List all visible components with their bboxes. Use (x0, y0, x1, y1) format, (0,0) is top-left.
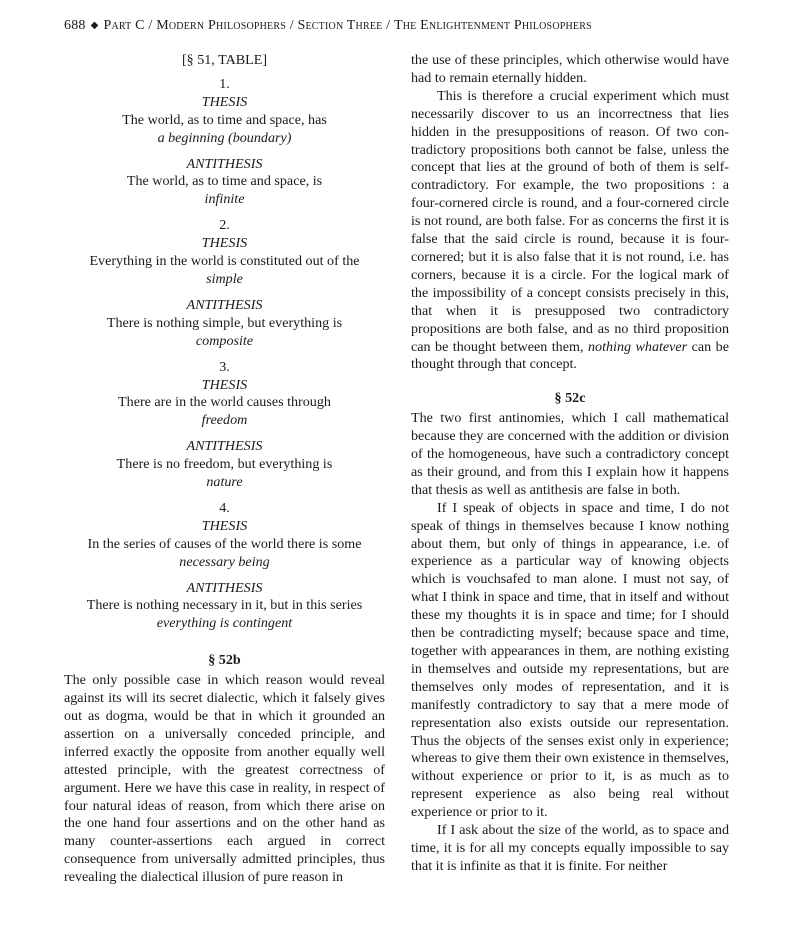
paragraph: the use of these principles, which otherwise would have had to remain eternally hidden. (411, 52, 729, 86)
antithesis-term: nature (206, 474, 243, 491)
thesis-term: necessary being (179, 553, 270, 570)
header-part: Part C (103, 18, 145, 33)
antithesis-text: There is no freedom, but everything is (116, 456, 333, 473)
thesis-label: THESIS (201, 235, 248, 252)
header-title-3: The Enlightenment Philosophers (393, 18, 592, 33)
thesis-term: freedom (201, 412, 248, 429)
paragraph-text: can be thought through that concept. (411, 338, 729, 373)
antithesis-term: composite (195, 332, 254, 349)
thesis-term: simple (206, 270, 243, 287)
section-heading-52b: § 52b (208, 652, 241, 669)
right-column (411, 52, 729, 876)
paragraph (411, 88, 729, 375)
antithesis-label: ANTITHESIS (186, 438, 263, 455)
left-column (64, 52, 385, 887)
antinomy-4 (64, 500, 385, 633)
antinomy-number: 1. (219, 75, 230, 92)
running-header: 688 ◆ Part C / Modern Philosophers / Section Three / The Enlightenment Philosophers (64, 18, 592, 33)
thesis-label: THESIS (201, 517, 248, 534)
paragraph: If I speak of objects in space and time, I do not speak of things in themselves because I know nothing about them, but only of things in appearance, i.e. of experience as a particular way of knowing objects which is vouchsafed to man alone. I must not say, of what I think in space and time, that in itself and without these my thoughts it is in space and time; for I should then be contradicting myself; because space and time, together with appearances in them, are nothing existing in themselves and outside my representations, but are themselves only modes of representation, and it is manifestly contradictory to say that a mere mode of representation also exists outside our representation. Thus the objects of the senses exist only in experience; whereas to give them their own existence in themselves, without experience or prior to it, is as much as to represent experience as also being real without experience or prior to it. (411, 499, 729, 821)
page-number: 688 (64, 18, 86, 33)
antithesis-term: everything is contingent (156, 615, 293, 632)
antinomy-3 (64, 359, 385, 500)
antinomy-number: 2. (219, 217, 230, 234)
paragraph: The two first antinomies, which I call mathematical because they are concerned with the addition or division of the homogeneous, have such a contradictory concept as their ground, and from this I explain how it happens that thesis as well as antithesis are false in both. (411, 410, 729, 498)
antithesis-label: ANTITHESIS (186, 296, 263, 313)
section-heading-52c: § 52c (554, 390, 586, 407)
antithesis-text: There is nothing necessary in it, but in this series (86, 597, 363, 614)
antithesis-label: ANTITHESIS (186, 155, 263, 172)
antinomy-1 (64, 76, 385, 217)
table-heading: [§ 51, TABLE] (181, 52, 268, 68)
antithesis-term: infinite (204, 191, 245, 208)
paragraph-text: This is therefore a crucial experiment which must necessarily discover to us an incorrectness that lies hidden in the presuppositions of reason. Of two contradictory propositions both cannot be false, unless the concept that lies at the ground of both of them is self-contradictory. For example, the two propositions : a four-cornered circle is round, and a four-cornered circle is not round, are both false. For as concerns the first it is false that the said circle is round, because it is four-cornered; but it is also false that it is not round, i.e. has corners, because it is a circle. For the logical mark of the impossibility of a concept consists precisely in this, that when it is presupposed two contradictory propositions are both false, and as no third proposition can be thought between them, (411, 87, 729, 355)
thesis-label: THESIS (201, 376, 248, 393)
thesis-text: There are in the world causes through (118, 394, 331, 411)
antinomy-number: 3. (219, 358, 230, 375)
antithesis-text: The world, as to time and space, is (126, 173, 323, 190)
paragraph: If I ask about the size of the world, as to space and time, it is for all my concepts equally impossible to say that it is infinite as that it is finite. For neither (411, 822, 729, 874)
emphasis-text: nothing whatever (587, 338, 688, 355)
thesis-text: Everything in the world is constituted out of the (89, 253, 360, 270)
antithesis-text: There is nothing simple, but everything is (106, 314, 343, 331)
header-title-1: Modern Philosophers (156, 18, 287, 33)
antinomy-number: 4. (219, 499, 230, 516)
thesis-text: The world, as to time and space, has (122, 111, 327, 128)
antinomy-2 (64, 217, 385, 358)
header-title-2: Section Three (297, 18, 383, 33)
thesis-term: a beginning (boundary) (157, 129, 292, 146)
diamond-icon: ◆ (90, 20, 99, 31)
thesis-label: THESIS (201, 93, 248, 110)
thesis-text: In the series of causes of the world there is some (87, 535, 362, 552)
paragraph: The only possible case in which reason would reveal against its will its secret dialectic, which it falsely gives out as dogma, would be that in which it grounded an assertion on a universally conceded principle, and inferred exactly the opposite from another equally well attested principle, with the greatest correctness of argument. Here we have this case in reality, in respect of four natural ideas of reason, from which there arise on the one hand four assertions and on the other hand as many counter-assertions each argued in correct consequence from universally admitted principles, thus revealing the dialectical illusion of pure reason in (64, 672, 385, 886)
antithesis-label: ANTITHESIS (186, 579, 263, 596)
